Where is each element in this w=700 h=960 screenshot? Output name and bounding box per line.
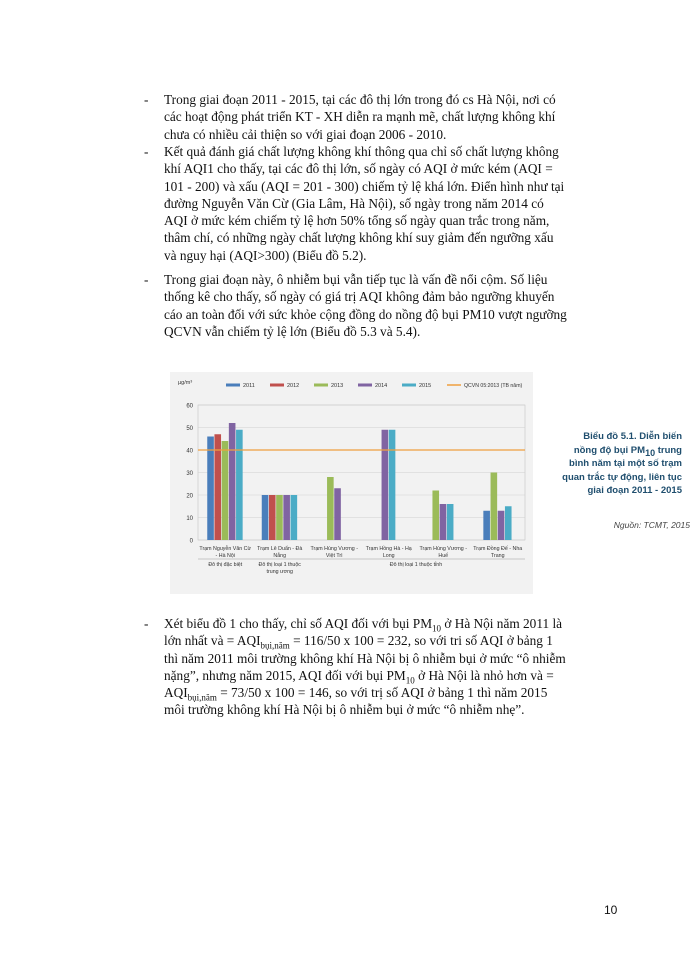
bar [276,495,283,540]
figure-source: Nguồn: TCMT, 2015 [613,520,690,530]
text-line: thì năm 2011 môi trường không khí Hà Nội bị ô nhiễm bụi ở mức “ô nhiễm [164,650,566,666]
y-tick-label: 10 [186,516,193,522]
legend-label: 2012 [287,383,300,389]
caption-line: giai đoạn 2011 - 2015 [587,485,682,496]
bullet-paragraph-2 [144,143,624,264]
x-category-label: Trạm Đồng Đế - Nha [473,546,523,552]
bar [283,495,290,540]
text-line: QCVN vẫn chiếm tỷ lệ lớn (Biểu đồ 5.3 và 5.4). [164,323,421,339]
y-axis-unit: µg/m³ [178,380,193,386]
y-tick-label: 40 [186,448,193,455]
caption-line: Biểu đồ 5.1. Diễn biến [583,431,682,442]
x-category-label: Trạm Nguyễn Văn Cừ [199,546,252,552]
text-line: Xét biểu đồ 1 cho thấy, chỉ số AQI đối với bụi $PM_{10}$ ở Hà Nội năm 2011 là [164,616,563,634]
x-category-label: Trạm Hồng Hà - Hạ [365,546,412,552]
figure-caption [552,430,682,498]
bullet-paragraph-1 [144,91,624,143]
y-tick-label: 60 [186,403,193,410]
x-category-label: Trang [490,553,505,559]
text-line: chưa có nhiều cải thiện so với giai đoạn 2006 - 2010. [164,126,447,142]
caption-line: bình năm tại một số trạm [569,458,682,469]
bar [432,491,439,541]
text-line: Trong giai đoạn 2011 - 2015, tại các đô thị lớn trong đó cs Hà Nội, nơi có [164,92,556,107]
x-category-label: Nẵng [273,553,287,559]
bar [229,423,236,540]
text-line: và nguy hại (AQI>300) (Biểu đồ 5.2). [164,247,367,263]
bullet-marker: - [144,92,149,107]
caption-line: quan trắc tự động, liên tục [562,471,682,483]
group-label: Đô thị loại 1 thuộc tỉnh [389,562,443,568]
bar [327,477,334,540]
x-category-label: - Hà Nội [215,553,235,559]
text-line: AQI ở mức kém chiếm tỷ lệ hơn 50% tổng số ngày quan trắc trong năm, [164,213,550,229]
text-line: cáo an toàn đối với sức khỏe cộng đồng do nồng độ bụi PM10 vượt ngưỡng [164,306,567,322]
y-tick-label: 50 [186,426,193,432]
text-line: đường Nguyễn Văn Cừ (Gia Lâm, Hà Nội), số ngày trong năm 2014 có [164,195,544,211]
bullet-paragraph-analysis [144,615,624,719]
bullet-marker: - [144,272,149,287]
bar [483,511,490,540]
text-line: Kết quả đánh giá chất lượng không khí thông qua chỉ số chất lượng không [164,144,559,159]
bar [491,473,498,541]
group-label: Đô thị loại 1 thuộc [258,562,301,568]
group-label: trung ương [266,569,293,575]
x-category-label: Trạm Lê Duẩn - Đà [257,546,303,552]
x-category-label: Việt Trì [325,553,343,559]
bar [236,430,243,540]
text-line: thâm chí, có những ngày chất lượng không khí suy giảm đến ngưỡng xấu [164,230,554,246]
bar [334,488,341,540]
bar [447,504,454,540]
legend-label: 2011 [243,383,255,389]
bar [207,437,214,541]
text-line: lớn nhất và = $AQI_{bụi,năm} = 116/50$ x 100 = 232, so với tri số AQI ở bảng 1 [164,633,553,651]
bar [269,495,276,540]
bar [262,495,269,540]
y-tick-label: 0 [189,538,193,545]
text-line: môi trường không khí Hà Nội bị ô nhiễm bụi ở mức “ô nhiễm nhẹ”. [164,702,525,718]
y-tick-label: 30 [186,471,193,477]
group-label: Đô thị đặc biệt [208,562,243,568]
x-category-label: Huế [438,553,449,559]
text-line: thống kê cho thấy, số ngày có giá trị AQI không đảm bảo ngưỡng khuyến [164,289,555,305]
legend-label: 2014 [375,383,388,389]
text-line: 101 - 200) và xấu (AQI = 201 - 300) chiếm tỷ lệ khá lớn. Điển hình như tại [164,178,565,194]
text-line: Trong giai đoạn này, ô nhiễm bụi vẫn tiếp tục là vấn đề nổi cộm. Số liệu [164,272,548,287]
bar [440,504,447,540]
text-line: các hoạt động phát triển KT - XH diễn ra mạnh mẽ, chất lượng không khí [164,109,556,125]
text-line: nặng”, nhưng năm 2015, AQI đối với bụi $PM_{10}$ ở Hà Nội là nhỏ hơn và = [164,667,554,686]
bar [222,441,229,540]
bar [505,506,512,540]
y-tick-label: 20 [186,493,193,500]
x-category-label: Trạm Hùng Vương - [310,546,358,552]
bar [389,430,396,540]
bullet-paragraph-3 [144,271,624,340]
x-category-label: Long [382,553,395,559]
bullet-marker: - [144,144,149,159]
chart-canvas [170,372,533,594]
pm10-bar-chart [170,372,533,594]
bullet-marker: - [144,616,149,631]
legend-label: 2015 [419,383,432,389]
caption-line: nồng độ bụi $PM_{10}$ trung [573,444,682,458]
text-line: khí AQI1 cho thấy, tại các đô thị lớn, số ngày có AQI ở mức kém (AQI = [164,161,553,177]
legend-label: 2013 [331,383,344,389]
page-number: 10 [604,903,618,917]
bar [291,495,298,540]
text-line: $AQI_{bụi,năm} = 73/50$ x 100 = 146, so với trị số AQI ở bảng 1 thì năm 2015 [164,685,548,703]
bar [498,511,505,540]
x-category-label: Trạm Hùng Vương - [419,546,467,552]
bar [382,430,389,540]
legend-label: QCVN 05:2013 (TB năm) [464,383,523,389]
